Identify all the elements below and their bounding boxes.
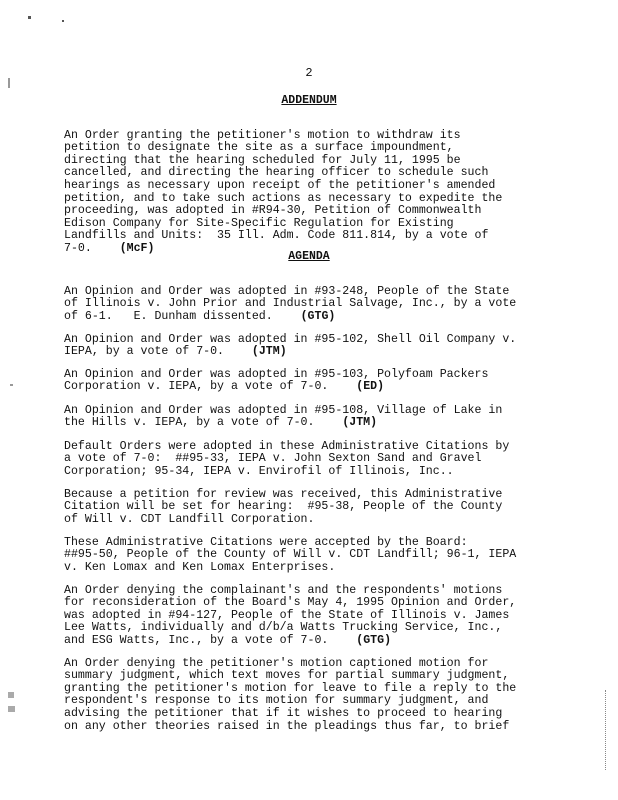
agenda-item	[64, 428, 564, 478]
agenda-line: of 6-1. E. Dunham dissented.	[64, 309, 273, 323]
agenda-line: granting the petitioner's motion for leave to file a reply to the	[64, 681, 517, 695]
addendum-line: An Order granting the petitioner's motion to withdraw its	[64, 128, 461, 142]
agenda-line: and ESG Watts, Inc., by a vote of 7-0.	[64, 633, 329, 647]
agenda-item	[64, 273, 564, 323]
agenda-line: for reconsideration of the Board's May 4, 1995 Opinion and Order,	[64, 596, 517, 610]
agenda-line: on any other theories raised in the pleadings thus far, to brief	[64, 719, 510, 733]
scan-speck	[8, 692, 14, 698]
agenda-line: of Will v. CDT Landfill Corporation.	[64, 512, 315, 526]
addendum-line: 7-0.	[64, 241, 92, 255]
scan-edge-line	[605, 690, 606, 770]
agenda-item	[64, 392, 564, 430]
agenda-item	[64, 572, 564, 648]
agenda-line: An Order denying the petitioner's motion captioned motion for	[64, 656, 489, 670]
agenda-line: respondent's response to its motion for summary judgment, and	[64, 694, 489, 708]
scan-speck	[8, 78, 10, 88]
staff-initials: (ED)	[356, 380, 385, 394]
addendum-line: cancelled, and directing the hearing officer to schedule such	[64, 166, 489, 180]
addendum-paragraph	[64, 117, 564, 256]
addendum-line: hearings as necessary upon receipt of the petitioner's amended	[64, 178, 496, 192]
agenda-line: These Administrative Citations were accepted by the Board:	[64, 535, 468, 549]
scan-speck	[10, 384, 13, 386]
staff-initials: (McF)	[119, 241, 155, 255]
agenda-line: Corporation; 95-34, IEPA v. Envirofil of Illinois, Inc..	[64, 464, 454, 478]
addendum-line: Landfills and Units: 35 Ill. Adm. Code 811.814, by a vote of	[64, 229, 489, 243]
agenda-line: Because a petition for review was received, this Administrative	[64, 487, 503, 501]
staff-initials: (GTG)	[300, 309, 336, 323]
addendum-line: Edison Company for Site-Specific Regulation for Existing	[64, 216, 454, 230]
agenda-line: advising the petitioner that if it wishes to proceed to hearing	[64, 706, 503, 720]
agenda-item	[64, 356, 564, 394]
agenda-item	[64, 476, 564, 526]
staff-initials: (GTG)	[356, 633, 392, 647]
addendum-line: petition, and to take such actions as necessary to expedite the	[64, 191, 503, 205]
agenda-line: Citation will be set for hearing: #95-38, People of the County	[64, 500, 503, 514]
agenda-line: v. Ken Lomax and Ken Lomax Enterprises.	[64, 560, 336, 574]
page-number: 2	[305, 66, 313, 80]
agenda-line: An Opinion and Order was adopted in #95-103, Polyfoam Packers	[64, 367, 489, 381]
agenda-line: Lee Watts, individually and d/b/a Watts Trucking Service, Inc.,	[64, 621, 503, 635]
agenda-line: An Opinion and Order was adopted in #95-108, Village of Lake in	[64, 403, 503, 417]
addendum-line: proceeding, was adopted in #R94-30, Petition of Commonwealth	[64, 204, 482, 218]
agenda-line: summary judgment, which text moves for partial summary judgment,	[64, 669, 510, 683]
staff-initials: (JTM)	[342, 416, 378, 430]
agenda-line: was adopted in #94-127, People of the State of Illinois v. James	[64, 608, 510, 622]
addendum-line: directing that the hearing scheduled for July 11, 1995 be	[64, 153, 461, 167]
agenda-line: IEPA, by a vote of 7-0.	[64, 345, 225, 359]
agenda-line: of Illinois v. John Prior and Industrial Salvage, Inc., by a vote	[64, 297, 517, 311]
agenda-line: ##95-50, People of the County of Will v. CDT Landfill; 96-1, IEPA	[64, 548, 517, 562]
scan-speck	[62, 20, 64, 22]
agenda-line: Corporation v. IEPA, by a vote of 7-0.	[64, 380, 329, 394]
addendum-heading: ADDENDUM	[281, 94, 337, 107]
agenda-heading: AGENDA	[288, 250, 330, 263]
agenda-item	[64, 321, 564, 359]
agenda-line: the Hills v. IEPA, by a vote of 7-0.	[64, 416, 315, 430]
staff-initials: (JTM)	[251, 345, 287, 359]
addendum-line: petition to designate the site as a surface impoundment,	[64, 141, 454, 155]
scan-speck	[28, 16, 31, 19]
agenda-item	[64, 645, 564, 733]
agenda-line: An Opinion and Order was adopted in #95-102, Shell Oil Company v.	[64, 332, 517, 346]
agenda-line: An Opinion and Order was adopted in #93-248, People of the State	[64, 284, 510, 298]
agenda-line: Default Orders were adopted in these Administrative Citations by	[64, 439, 510, 453]
agenda-item	[64, 524, 564, 574]
agenda-line: An Order denying the complainant's and the respondents' motions	[64, 583, 503, 597]
scan-speck	[8, 706, 15, 712]
agenda-line: a vote of 7-0: ##95-33, IEPA v. John Sexton Sand and Gravel	[64, 452, 482, 466]
